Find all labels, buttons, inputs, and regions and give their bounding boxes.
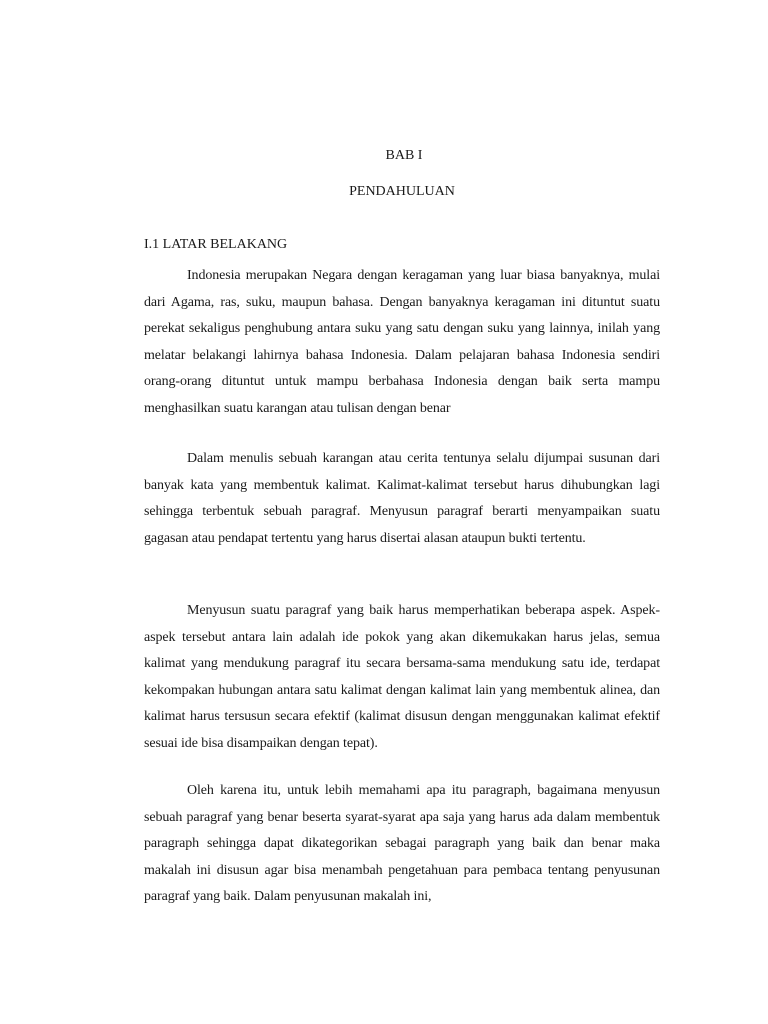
body-paragraph: Dalam menulis sebuah karangan atau cerita tentunya selalu dijumpai susunan dari banyak kata yang membentuk kalimat. Kalimat-kalimat tersebut harus dihubungkan lagi sehingga terbentuk sebuah paragraf. Menyusun paragraf berarti menyampaikan suatu gagasan atau pendapat tertentu yang harus disertai alasan ataupun bukti tertentu. [144, 451, 660, 546]
section-heading: I.1 LATAR BELAKANG [144, 237, 288, 252]
chapter-title: PENDAHULUAN [349, 184, 455, 199]
body-paragraph: Oleh karena itu, untuk lebih memahami apa itu paragraph, bagaimana menyusun sebuah paragraf yang benar beserta syarat-syarat apa saja yang harus ada dalam membentuk paragraph sehingga dapat dikategorikan sebagai paragraph yang baik dan benar maka makalah ini disusun agar bisa menambah pengetahuan para pembaca tentang penyusunan paragraf yang baik. Dalam penyusunan makalah ini, [144, 783, 660, 904]
chapter-number: BAB I [385, 148, 423, 163]
body-paragraph: Indonesia merupakan Negara dengan keragaman yang luar biasa banyaknya, mulai dari Agama, ras, suku, maupun bahasa. Dengan banyaknya keragaman ini dituntut suatu perekat sekaligus penghubung antara suku yang satu dengan suku yang lainnya, inilah yang melatar belakangi lahirnya bahasa Indonesia. Dalam pelajaran bahasa Indonesia sendiri orang-orang dituntut untuk mampu berbahasa Indonesia dengan baik serta mampu menghasilkan suatu karangan atau tulisan dengan benar [144, 268, 660, 416]
body-paragraph: Menyusun suatu paragraf yang baik harus memperhatikan beberapa aspek. Aspek-aspek tersebut antara lain adalah ide pokok yang akan dikemukakan harus jelas, semua kalimat yang mendukung paragraf itu secara bersama-sama mendukung satu ide, terdapat kekompakan hubungan antara satu kalimat dengan kalimat lain yang membentuk alinea, dan kalimat harus tersusun secara efektif (kalimat disusun dengan menggunakan kalimat efektif sesuai ide bisa disampaikan dengan tepat). [144, 603, 660, 751]
